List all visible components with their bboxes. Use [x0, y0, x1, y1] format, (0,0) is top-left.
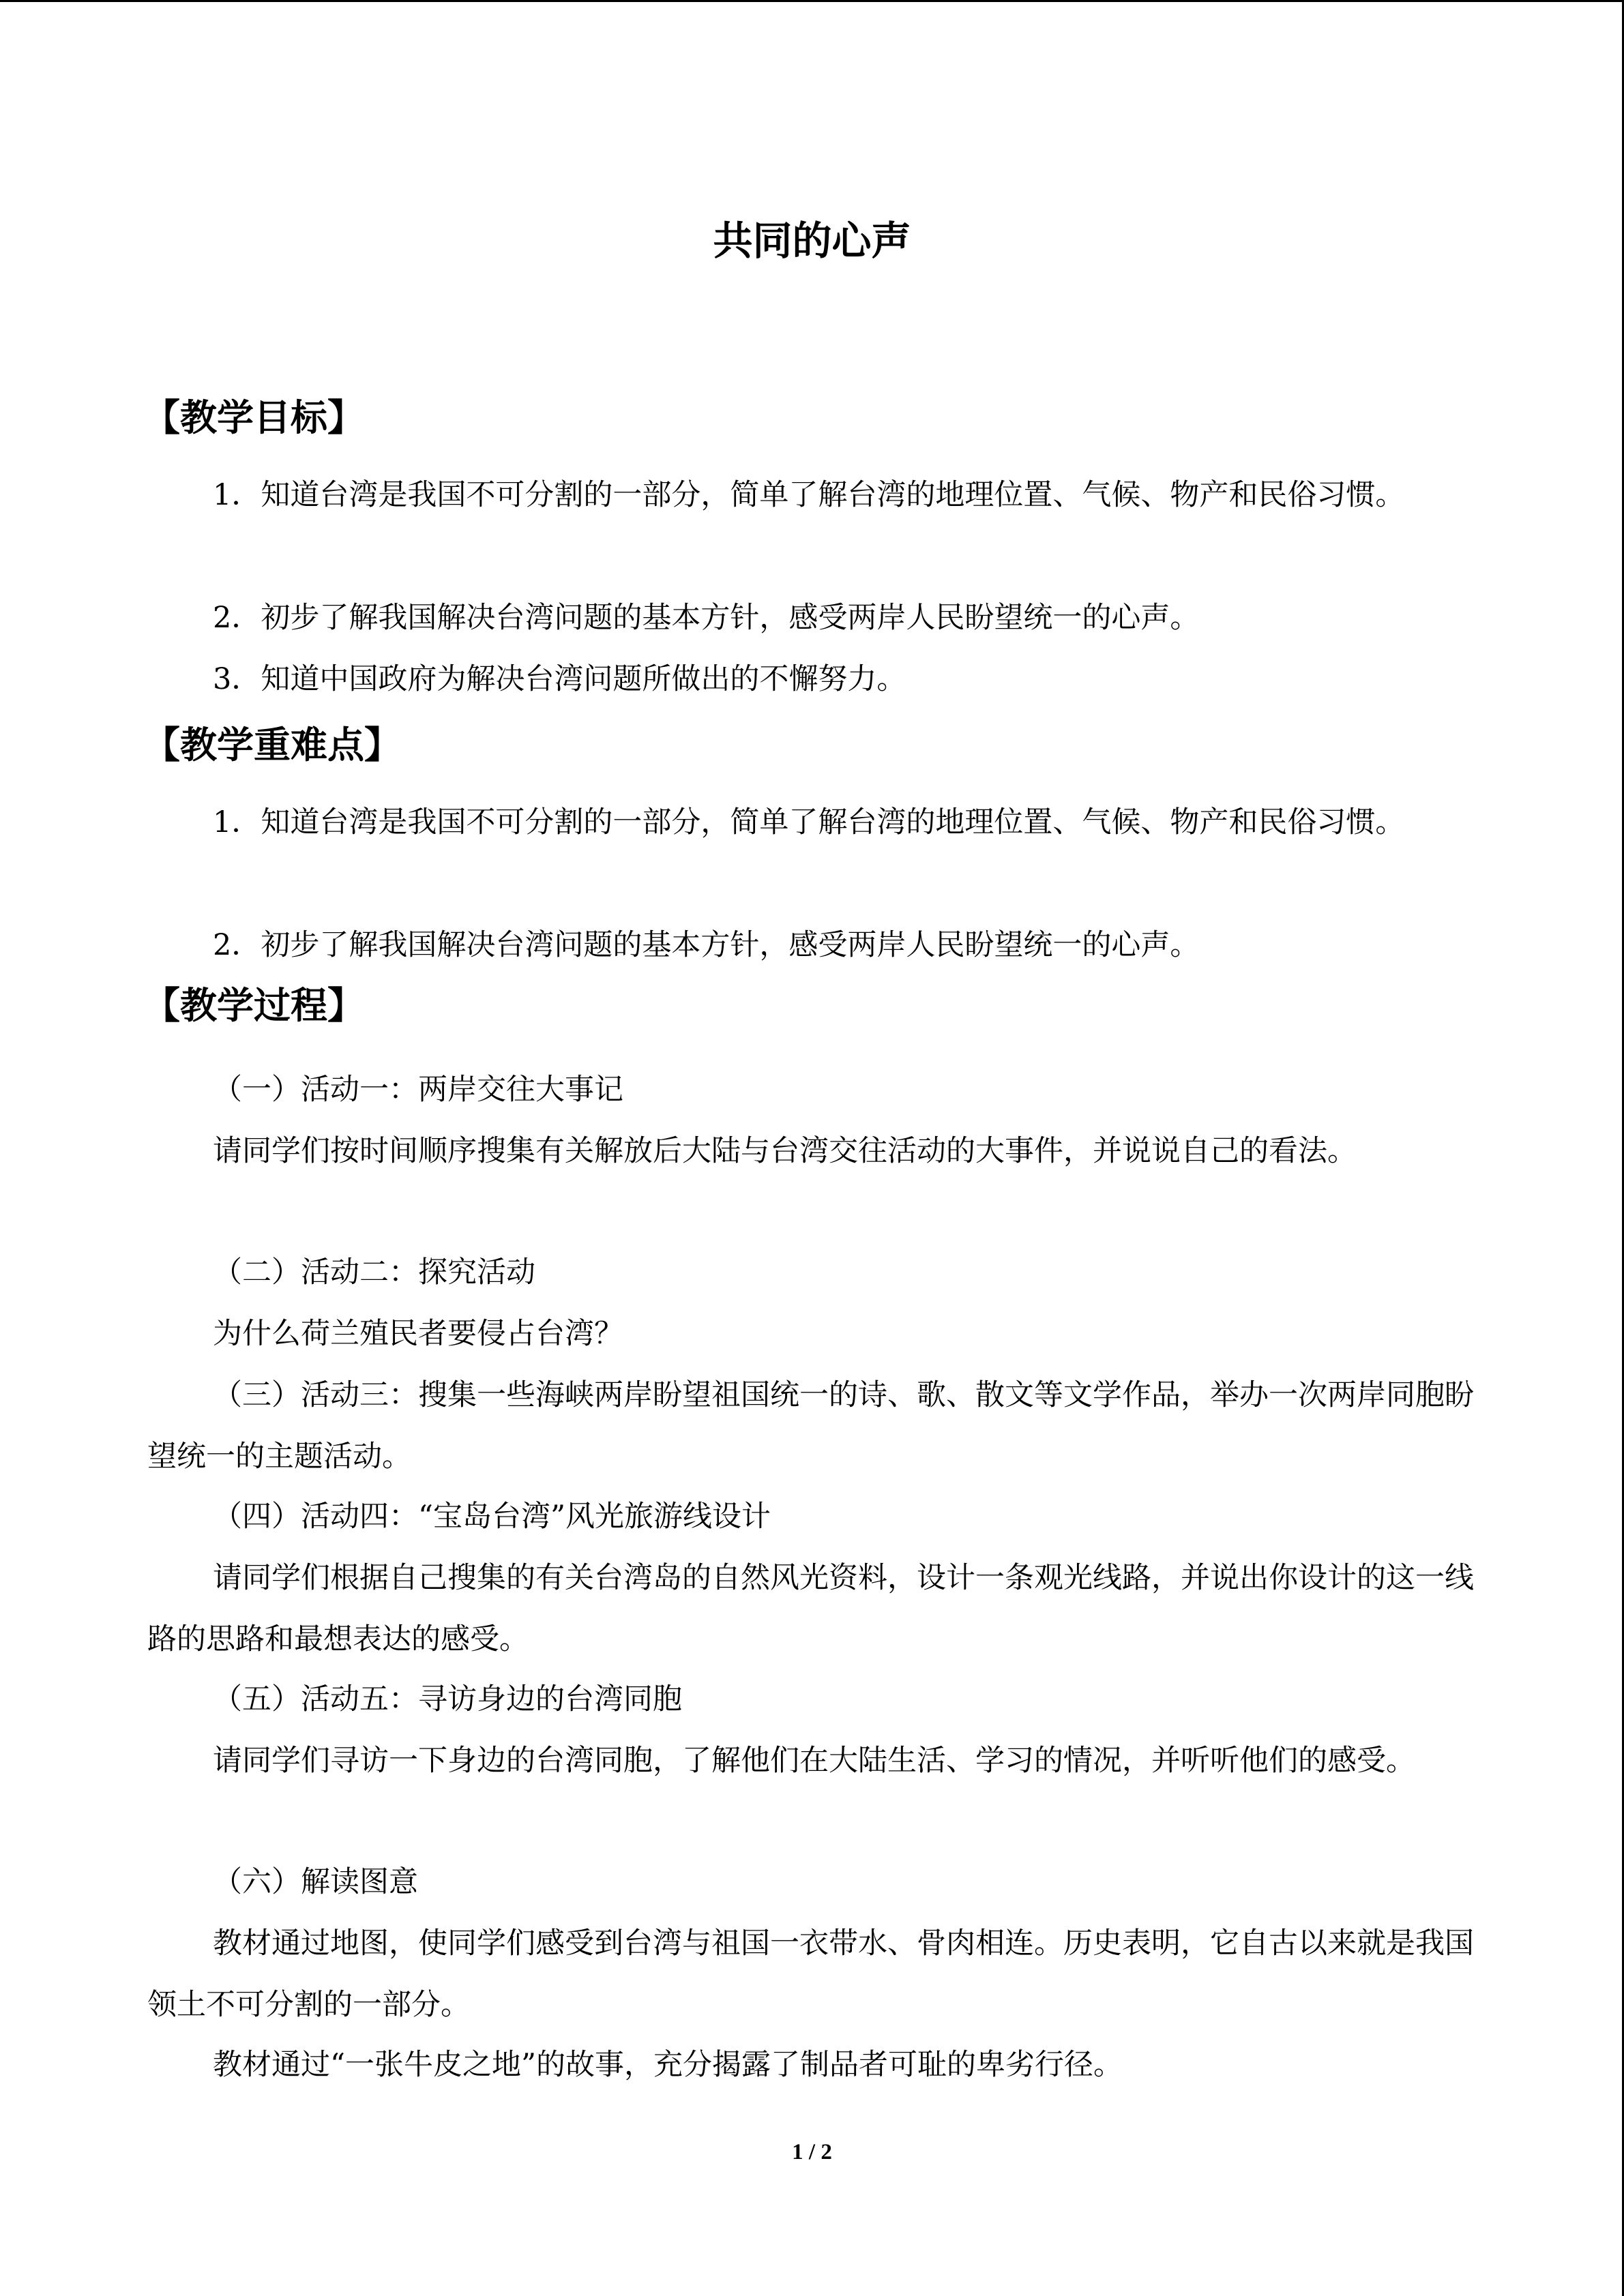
objective-item-3: 3．知道中国政府为解决台湾问题所做出的不懈努力。 — [213, 662, 906, 696]
section-heading-objectives: 【教学目标】 — [143, 396, 364, 439]
key-point-item-1: 1．知道台湾是我国不可分割的一部分，简单了解台湾的地理位置、气候、物产和民俗习惯。 — [213, 805, 1405, 839]
section-heading-process: 【教学过程】 — [143, 984, 364, 1027]
process-item-4: 为什么荷兰殖民者要侵占台湾？ — [213, 1317, 623, 1351]
process-item-8: （五）活动五：寻访身边的台湾同胞 — [213, 1682, 682, 1716]
page-number: 1 / 2 — [792, 2140, 832, 2164]
process-item-1: （一）活动一：两岸交往大事记 — [213, 1073, 623, 1107]
key-point-item-2: 2．初步了解我国解决台湾问题的基本方针，感受两岸人民盼望统一的心声。 — [213, 928, 1200, 962]
objective-item-1: 1．知道台湾是我国不可分割的一部分，简单了解台湾的地理位置、气候、物产和民俗习惯。 — [213, 478, 1405, 512]
process-item-9: 请同学们寻访一下身边的台湾同胞，了解他们在大陆生活、学习的情况，并听听他们的感受。 — [213, 1744, 1415, 1778]
process-item-3: （二）活动二：探究活动 — [213, 1255, 535, 1289]
process-item-6: （四）活动四：“宝岛台湾”风光旅游线设计 — [213, 1500, 771, 1534]
process-item-10: （六）解读图意 — [213, 1865, 418, 1899]
process-item-5: （三）活动三：搜集一些海峡两岸盼望祖国统一的诗、歌、散文等文学作品，举办一次两岸同胞盼望统一的主题活动。 — [147, 1378, 1474, 1474]
process-item-12: 教材通过“一张牛皮之地”的故事，充分揭露了制品者可耻的卑劣行径。 — [213, 2048, 1123, 2082]
objective-item-2: 2．初步了解我国解决台湾问题的基本方针，感受两岸人民盼望统一的心声。 — [213, 601, 1200, 635]
process-item-2: 请同学们按时间顺序搜集有关解放后大陆与台湾交往活动的大事件，并说说自己的看法。 — [213, 1134, 1357, 1168]
section-heading-key-points: 【教学重难点】 — [143, 724, 401, 766]
document-title: 共同的心声 — [713, 218, 911, 264]
process-item-11: 教材通过地图，使同学们感受到台湾与祖国一衣带水、骨肉相连。历史表明，它自古以来就是我国领土不可分割的一部分。 — [147, 1926, 1474, 2022]
process-item-7: 请同学们根据自己搜集的有关台湾岛的自然风光资料，设计一条观光线路，并说出你设计的这一线路的思路和最想表达的感受。 — [147, 1561, 1474, 1656]
